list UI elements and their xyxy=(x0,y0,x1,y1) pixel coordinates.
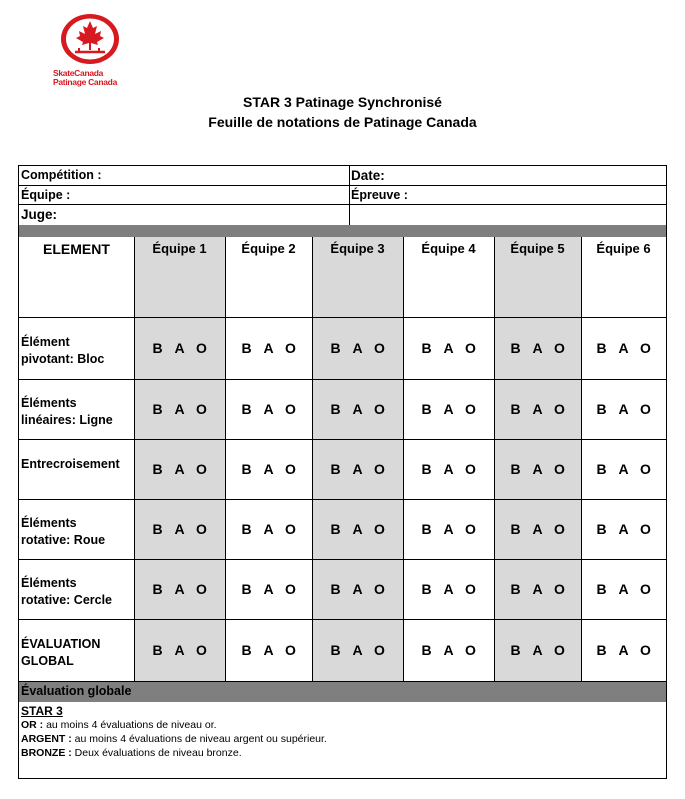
grade-option[interactable]: A xyxy=(532,642,543,658)
grade-option[interactable]: B xyxy=(596,642,607,658)
grade-option[interactable]: A xyxy=(443,401,454,417)
grade-cell xyxy=(134,581,225,597)
grade-option[interactable]: O xyxy=(196,581,207,597)
row-divider xyxy=(19,499,666,500)
grade-option[interactable]: B xyxy=(510,340,521,356)
grade-option[interactable]: O xyxy=(640,521,651,537)
criteria-text: au moins 4 évaluations de niveau or. xyxy=(43,719,217,731)
grade-option[interactable]: A xyxy=(174,340,185,356)
grade-option[interactable]: A xyxy=(263,521,274,537)
grade-cell xyxy=(134,642,225,658)
grade-option[interactable]: B xyxy=(241,581,252,597)
grade-option[interactable]: A xyxy=(443,642,454,658)
grade-cell xyxy=(225,401,312,417)
grade-cell xyxy=(312,340,403,356)
element-label-5 xyxy=(21,575,112,609)
info-divider xyxy=(349,166,350,225)
team-header-5: Équipe 5 xyxy=(510,241,565,256)
grade-option[interactable]: B xyxy=(421,521,432,537)
grade-cell xyxy=(494,521,581,537)
grade-option[interactable]: O xyxy=(285,461,296,477)
team-header-1: Équipe 1 xyxy=(152,241,207,256)
grade-option[interactable]: O xyxy=(374,521,385,537)
grade-option[interactable]: O xyxy=(285,401,296,417)
criteria-text: Deux évaluations de niveau bronze. xyxy=(71,747,242,759)
grade-option[interactable]: B xyxy=(152,461,163,477)
grade-option[interactable]: O xyxy=(640,642,651,658)
team-header-2: Équipe 2 xyxy=(241,241,296,256)
grade-cell xyxy=(581,581,666,597)
grade-option[interactable]: O xyxy=(640,340,651,356)
grade-cell xyxy=(494,581,581,597)
grade-cell xyxy=(225,461,312,477)
grade-option[interactable]: O xyxy=(196,642,207,658)
grade-option[interactable]: O xyxy=(374,581,385,597)
grade-cell xyxy=(312,581,403,597)
grade-option[interactable]: A xyxy=(618,340,629,356)
grade-option[interactable]: O xyxy=(285,340,296,356)
grade-cell xyxy=(225,581,312,597)
grade-cell xyxy=(494,461,581,477)
grade-option[interactable]: B xyxy=(510,461,521,477)
grade-option[interactable]: B xyxy=(596,521,607,537)
grade-cell xyxy=(581,401,666,417)
grade-option[interactable]: A xyxy=(618,401,629,417)
grade-option[interactable]: A xyxy=(443,340,454,356)
grade-option[interactable]: B xyxy=(330,461,341,477)
grade-cell xyxy=(581,340,666,356)
row-divider xyxy=(19,559,666,560)
grade-option[interactable]: A xyxy=(263,461,274,477)
grade-option[interactable]: B xyxy=(152,581,163,597)
label-line: Élément xyxy=(21,335,70,349)
epreuve-field[interactable]: Épreuve : xyxy=(351,188,408,202)
grade-option[interactable]: B xyxy=(152,642,163,658)
element-header: ELEMENT xyxy=(43,241,110,257)
grade-option[interactable]: A xyxy=(532,461,543,477)
grade-cell xyxy=(403,521,494,537)
criteria-bronze xyxy=(21,746,327,760)
grade-option[interactable]: A xyxy=(174,461,185,477)
grade-cell xyxy=(134,461,225,477)
grade-option[interactable]: A xyxy=(263,340,274,356)
grade-option[interactable]: O xyxy=(196,521,207,537)
grade-option[interactable]: A xyxy=(618,461,629,477)
team-column-3 xyxy=(312,237,403,682)
separator-bar xyxy=(19,225,666,237)
grade-option[interactable]: A xyxy=(174,581,185,597)
team-column-2 xyxy=(225,237,312,682)
label-line: rotative: Roue xyxy=(21,533,106,547)
grade-option[interactable]: B xyxy=(330,340,341,356)
grade-cell xyxy=(494,401,581,417)
grade-cell xyxy=(403,340,494,356)
criteria-argent xyxy=(21,732,327,746)
grade-option[interactable]: B xyxy=(596,581,607,597)
grade-option[interactable]: B xyxy=(241,461,252,477)
grade-option[interactable]: A xyxy=(352,521,363,537)
grade-cell xyxy=(225,642,312,658)
grade-option[interactable]: A xyxy=(532,340,543,356)
row-divider xyxy=(19,619,666,620)
element-label-1 xyxy=(21,334,104,368)
grade-cell xyxy=(134,521,225,537)
title-line-1: STAR 3 Patinage Synchronisé xyxy=(243,94,442,110)
grade-cell xyxy=(581,521,666,537)
grade-option[interactable]: O xyxy=(196,401,207,417)
equipe-field[interactable]: Équipe : xyxy=(21,188,71,202)
grade-option[interactable]: A xyxy=(174,521,185,537)
element-label-6 xyxy=(21,636,100,670)
label-line: Éléments xyxy=(21,516,77,530)
date-field[interactable]: Date: xyxy=(351,168,385,183)
grade-cell xyxy=(134,401,225,417)
element-label-3 xyxy=(21,456,120,473)
label-line: GLOBAL xyxy=(21,654,74,668)
grade-option[interactable]: O xyxy=(285,521,296,537)
row-divider xyxy=(19,379,666,380)
grade-option[interactable]: O xyxy=(554,401,565,417)
grade-option[interactable]: A xyxy=(174,642,185,658)
grade-option[interactable]: B xyxy=(241,642,252,658)
grade-option[interactable]: B xyxy=(421,401,432,417)
grade-option[interactable]: B xyxy=(152,521,163,537)
grade-cell xyxy=(494,340,581,356)
star-criteria xyxy=(21,704,327,760)
team-column-4 xyxy=(403,237,494,682)
score-sheet xyxy=(18,165,667,779)
grade-option[interactable]: O xyxy=(465,340,476,356)
grade-option[interactable]: O xyxy=(374,642,385,658)
team-header-3: Équipe 3 xyxy=(330,241,385,256)
grade-option[interactable]: O xyxy=(196,340,207,356)
grade-option[interactable]: A xyxy=(443,461,454,477)
grade-option[interactable]: B xyxy=(421,642,432,658)
grade-option[interactable]: A xyxy=(352,461,363,477)
grade-option[interactable]: O xyxy=(465,461,476,477)
grade-option[interactable]: A xyxy=(532,401,543,417)
grade-cell xyxy=(403,461,494,477)
score-grid xyxy=(19,237,666,682)
grade-cell xyxy=(312,521,403,537)
grade-option[interactable]: A xyxy=(618,581,629,597)
grade-option[interactable]: O xyxy=(554,642,565,658)
grade-cell xyxy=(225,521,312,537)
grade-option[interactable]: A xyxy=(532,581,543,597)
grade-option[interactable]: B xyxy=(330,642,341,658)
grade-option[interactable]: A xyxy=(352,642,363,658)
grade-cell xyxy=(581,461,666,477)
grade-option[interactable]: O xyxy=(465,521,476,537)
grade-option[interactable]: A xyxy=(174,401,185,417)
grade-option[interactable]: B xyxy=(241,340,252,356)
team-column-6 xyxy=(581,237,666,682)
column-divider xyxy=(581,237,582,682)
grade-cell xyxy=(312,401,403,417)
grade-option[interactable]: B xyxy=(421,461,432,477)
grade-cell xyxy=(403,581,494,597)
info-row-equipe xyxy=(19,186,666,204)
grade-option[interactable]: A xyxy=(532,521,543,537)
grade-option[interactable]: O xyxy=(465,642,476,658)
team-column-1 xyxy=(134,237,225,682)
column-divider xyxy=(494,237,495,682)
star-title: STAR 3 xyxy=(21,704,63,718)
grade-option[interactable]: B xyxy=(510,581,521,597)
label-line: pivotant: Bloc xyxy=(21,352,105,366)
grade-cell xyxy=(312,642,403,658)
grade-cell xyxy=(581,642,666,658)
grade-option[interactable]: O xyxy=(374,401,385,417)
criteria-key: OR : xyxy=(21,719,44,731)
grade-option[interactable]: B xyxy=(510,642,521,658)
grade-option[interactable]: A xyxy=(352,401,363,417)
grade-option[interactable]: O xyxy=(554,521,565,537)
grade-option[interactable]: B xyxy=(330,521,341,537)
label-line: rotative: Cercle xyxy=(21,593,113,607)
column-divider xyxy=(312,237,313,682)
grade-option[interactable]: O xyxy=(196,461,207,477)
maple-leaf-skate-icon xyxy=(57,12,123,68)
grade-option[interactable]: B xyxy=(330,581,341,597)
grade-option[interactable]: B xyxy=(421,340,432,356)
juge-field[interactable]: Juge: xyxy=(21,207,58,222)
row-divider xyxy=(19,317,666,318)
team-header-4: Équipe 4 xyxy=(421,241,476,256)
element-label-4 xyxy=(21,515,105,549)
grade-option[interactable]: A xyxy=(263,642,274,658)
team-column-5 xyxy=(494,237,581,682)
label-line: ÉVALUATION xyxy=(21,637,101,651)
title-line-2: Feuille de notations de Patinage Canada xyxy=(208,114,477,130)
criteria-text: au moins 4 évaluations de niveau argent ou supérieur. xyxy=(71,733,327,745)
grade-option[interactable]: A xyxy=(352,340,363,356)
criteria-or xyxy=(21,718,327,732)
grade-option[interactable]: A xyxy=(263,401,274,417)
grade-option[interactable]: O xyxy=(554,581,565,597)
grade-option[interactable]: A xyxy=(618,642,629,658)
grade-option[interactable]: B xyxy=(241,521,252,537)
grade-cell xyxy=(403,642,494,658)
grade-option[interactable]: B xyxy=(421,581,432,597)
info-row-competition xyxy=(19,166,666,185)
grade-option[interactable]: B xyxy=(241,401,252,417)
label-line: linéaires: Ligne xyxy=(21,413,113,427)
sheet-title xyxy=(0,92,685,132)
grade-option[interactable]: O xyxy=(554,340,565,356)
label-line: Éléments xyxy=(21,396,77,410)
grade-option[interactable]: A xyxy=(443,521,454,537)
competition-field[interactable]: Compétition : xyxy=(21,168,102,182)
label-line: Éléments xyxy=(21,576,77,590)
grade-option[interactable]: O xyxy=(285,581,296,597)
grade-option[interactable]: O xyxy=(285,642,296,658)
grade-option[interactable]: B xyxy=(510,401,521,417)
grade-option[interactable]: B xyxy=(152,340,163,356)
grade-option[interactable]: B xyxy=(510,521,521,537)
grade-option[interactable]: A xyxy=(352,581,363,597)
criteria-key: ARGENT : xyxy=(21,733,72,745)
grade-cell xyxy=(312,461,403,477)
grade-option[interactable]: O xyxy=(374,340,385,356)
grade-option[interactable]: B xyxy=(152,401,163,417)
grade-option[interactable]: B xyxy=(596,340,607,356)
grade-cell xyxy=(403,401,494,417)
grade-cell xyxy=(225,340,312,356)
grade-option[interactable]: O xyxy=(465,581,476,597)
grade-cell xyxy=(494,642,581,658)
grade-option[interactable]: B xyxy=(596,461,607,477)
column-divider xyxy=(225,237,226,682)
grade-option[interactable]: B xyxy=(596,401,607,417)
grade-option[interactable]: B xyxy=(330,401,341,417)
grade-option[interactable]: O xyxy=(640,461,651,477)
element-label-2 xyxy=(21,395,113,429)
grade-option[interactable]: A xyxy=(263,581,274,597)
grade-option[interactable]: O xyxy=(374,461,385,477)
grade-option[interactable]: O xyxy=(554,461,565,477)
logo-line-1: SkateCanada xyxy=(53,68,104,78)
label-line: Entrecroisement xyxy=(21,456,120,471)
grade-option[interactable]: O xyxy=(640,581,651,597)
evaluation-bar: Évaluation globale xyxy=(19,682,666,702)
column-divider xyxy=(134,237,135,682)
grade-option[interactable]: A xyxy=(618,521,629,537)
grade-cell xyxy=(134,340,225,356)
logo-line-2: Patinage Canada xyxy=(53,77,117,87)
criteria-key: BRONZE : xyxy=(21,747,72,759)
grade-option[interactable]: A xyxy=(443,581,454,597)
row-divider xyxy=(19,439,666,440)
grade-option[interactable]: O xyxy=(640,401,651,417)
grade-option[interactable]: O xyxy=(465,401,476,417)
skate-canada-logo xyxy=(50,12,130,92)
team-header-6: Équipe 6 xyxy=(596,241,651,256)
info-row-juge xyxy=(19,205,666,225)
column-divider xyxy=(403,237,404,682)
